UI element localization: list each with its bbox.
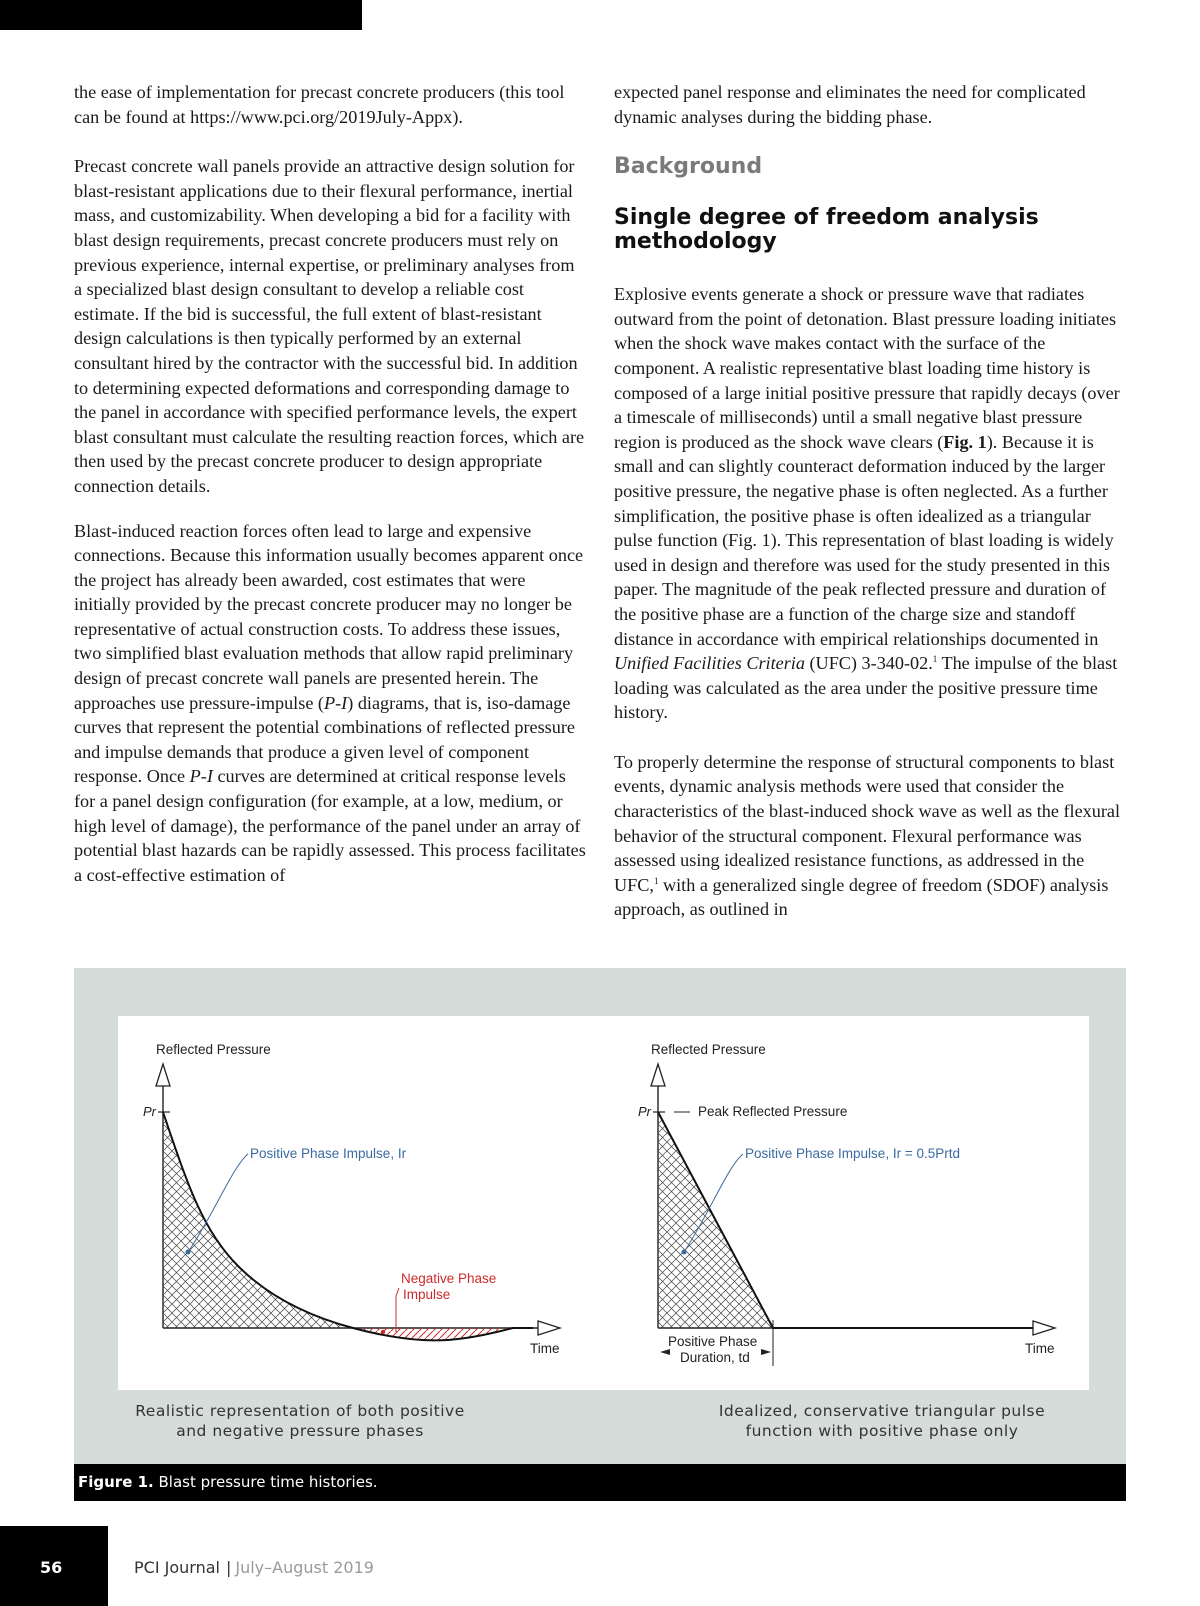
subsection-heading: Single degree of freedom analysis methodology bbox=[614, 205, 1039, 255]
paragraph: Precast concrete wall panels provide an attractive design solution for blast-resistant applications due to their flexural performance, inertial mass, and customizability. When developing a bid for a facility with blast design requirements, precast concrete producers must rely on previous experience, internal expertise, or preliminary analyses from a specialized blast design consultant to develop a reliable cost estimate. If the bid is successful, the full extent of blast-resistant design calculations is then typically performed by an external consultant hired by the contractor with the successful bid. In addition to determining expected deformations and corresponding damage to the panel in accordance with specified performance levels, the expert blast consultant must calculate the resulting reaction forces, which are then used by the precast concrete producer to design appropriate connection details. bbox=[74, 156, 585, 496]
left-negative-dot bbox=[381, 1330, 385, 1334]
right-y-axis-arrow bbox=[651, 1064, 665, 1086]
left-y-axis-arrow bbox=[156, 1064, 170, 1086]
figure-caption bbox=[74, 1464, 1126, 1501]
right-pr-label: Pr bbox=[638, 1104, 651, 1119]
left-diagram bbox=[143, 1042, 560, 1356]
left-negative-label-line1: Negative Phase bbox=[401, 1271, 497, 1286]
left-y-axis-label: Reflected Pressure bbox=[156, 1042, 271, 1057]
paragraph: Explosive events generate a shock or pressure wave that radiates outward from the point of detonation. Blast pressure loading initiates when the shock wave makes contact with the surface of the component. A realistic representative blast loading time history is composed of a large initial positive pressure that rapidly decays (over a timescale of milliseconds) until a small negative blast pressure region is produced as the shock wave clears (Fig. 1). Because it is small and can slightly counteract deformation induced by the larger positive pressure, the negative phase is often neglected. As a further simplification, the positive phase is often idealized as a triangular pulse function (Fig. 1). This representation of blast loading is widely used in design and therefore was used for the study presented in this paper. The magnitude of the peak reflected pressure and duration of the positive phase are a function of the charge size and standoff distance in accordance with empirical relationships documented in Unified Facilities Criteria (UFC) 3-340-02.$^1$ The impulse of the blast loading was calculated as the area under the positive pressure time history. bbox=[614, 284, 1120, 723]
right-y-axis-label: Reflected Pressure bbox=[651, 1042, 766, 1057]
left-text-column bbox=[74, 80, 586, 912]
paragraph: the ease of implementation for precast concrete producers (this tool can be found at https://www.pci.org/2019July-Appx). bbox=[74, 82, 565, 127]
right-subcaption: Idealized, conservative triangular pulse function with positive phase only bbox=[718, 1402, 1046, 1440]
figure-caption-text: Blast pressure time histories. bbox=[158, 1473, 378, 1491]
paragraph: To properly determine the response of structural components to blast events, dynamic analysis methods were used that consider the characteristics of the blast-induced shock wave as well as the flexural behavior of the structural component. Flexural performance was assessed using idealized resistance functions, as addressed in the UFC,$^1$ with a generalized single degree of freedom (SDOF) analysis approach, as outlined in bbox=[614, 751, 1121, 920]
right-x-axis-arrow bbox=[1033, 1321, 1055, 1335]
reference-marker: 1 bbox=[653, 875, 659, 886]
right-duration-arrow-left bbox=[660, 1349, 670, 1355]
right-impulse-label: Positive Phase Impulse, Ir = 0.5Prtd bbox=[745, 1146, 960, 1161]
issue-date: July–August 2019 bbox=[235, 1558, 374, 1577]
left-negative-label-line2: Impulse bbox=[403, 1287, 451, 1302]
left-positive-impulse-area bbox=[163, 1112, 353, 1328]
reference-marker: 1 bbox=[932, 654, 938, 665]
right-x-axis-label: Time bbox=[1025, 1341, 1055, 1356]
figure-caption-label: Figure 1. bbox=[78, 1473, 154, 1491]
right-duration-arrow-right bbox=[761, 1349, 771, 1355]
page-number: 56 bbox=[40, 1558, 63, 1577]
journal-name: PCI Journal bbox=[134, 1558, 220, 1577]
paragraph: Blast-induced reaction forces often lead to large and expensive connections. Because this information usually becomes apparent once the project has already been awarded, cost estimates that were initially provided by the precast concrete producer may no longer be representative of actual construction costs. To address these issues, two simplified blast evaluation methods that allow rapid preliminary design of precast concrete wall panels are presented herein. The approaches use pressure-impulse (P-I) diagrams, that is, iso-damage curves that represent the potential combinations of reflected pressure and impulse demands that produce a given level of component response. Once P-I curves are determined at critical response levels for a panel design configuration (for example, at a low, medium, or high level of damage), the performance of the panel under an array of potential blast hazards can be rapidly assessed. This process facilitates a cost-effective estimation of bbox=[74, 520, 586, 885]
left-x-axis-label: Time bbox=[530, 1341, 560, 1356]
right-duration-label-line1: Positive Phase bbox=[668, 1334, 758, 1349]
right-diagram bbox=[638, 1042, 1055, 1366]
paragraph: expected panel response and eliminates the need for complicated dynamic analyses during the bidding phase. bbox=[614, 82, 1086, 127]
left-x-axis-arrow bbox=[538, 1321, 560, 1335]
left-subcaption: Realistic representation of both positive and negative pressure phases bbox=[135, 1402, 465, 1440]
figure-reference: Fig. 1 bbox=[943, 431, 987, 452]
figure-plot-area bbox=[118, 1016, 1089, 1390]
left-pr-label: Pr bbox=[143, 1104, 156, 1119]
section-heading: Background bbox=[614, 154, 763, 180]
running-footer bbox=[134, 1558, 374, 1577]
left-negative-leader bbox=[396, 1288, 399, 1332]
footer-separator: | bbox=[225, 1558, 232, 1577]
right-text-column bbox=[614, 80, 1130, 947]
left-impulse-label: Positive Phase Impulse, Ir bbox=[250, 1146, 407, 1161]
top-black-bar bbox=[0, 0, 362, 30]
right-peak-label: Peak Reflected Pressure bbox=[698, 1104, 848, 1119]
figure-diagram bbox=[118, 1016, 1089, 1390]
right-duration-label-line2: Duration, td bbox=[680, 1350, 750, 1365]
